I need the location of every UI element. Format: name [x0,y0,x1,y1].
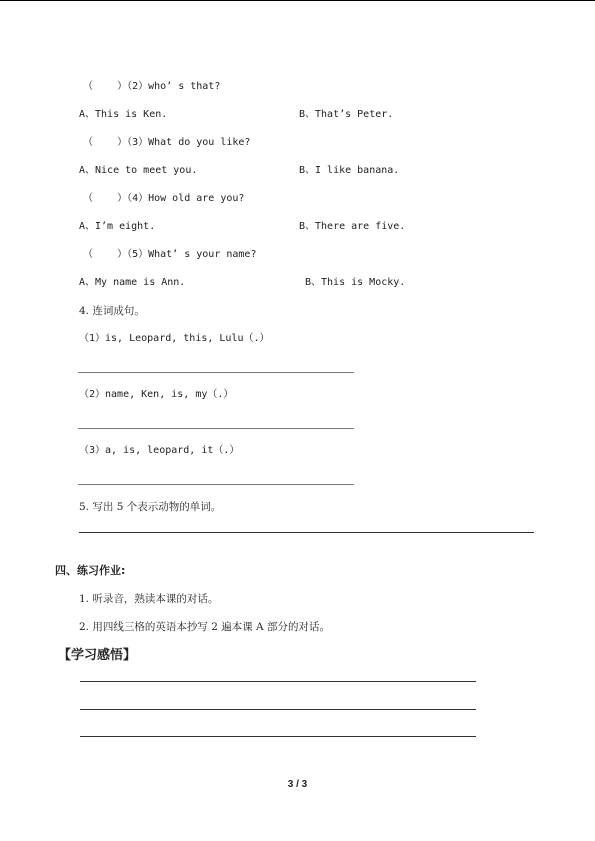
homework-item-1: 1. 听录音，熟读本课的对话。 [79,593,219,605]
question-4-option-a: A、I’m eight. [79,221,156,232]
question-2-stem: （ ）（2）who’ s that? [83,81,221,92]
reflection-heading: 【学习感悟】 [58,648,137,663]
question-5-option-b: B、This is Mocky. [305,277,406,288]
question-3-option-b: B、I like banana. [299,165,400,176]
question-2-option-a: A、This is Ken. [79,109,168,120]
homework-heading: 四、练习作业: [55,564,126,577]
question-3-option-a: A、Nice to meet you. [79,165,198,176]
section-5-title: 5. 写出 5 个表示动物的单词。 [79,501,222,513]
answer-line-2 [78,428,354,429]
question-2-option-b: B、That’s Peter. [299,109,394,120]
section-4-title: 4. 连词成句。 [79,305,145,317]
homework-item-2: 2. 用四线三格的英语本抄写 2 遍本课 A 部分的对话。 [79,621,330,633]
reflection-line-2 [80,709,476,710]
question-4-stem: （ ）（4）How old are you? [83,193,245,204]
answer-line-animals [79,532,534,533]
reflection-line-3 [80,736,476,737]
question-4-option-b: B、There are five. [299,221,406,232]
page-number: 3 / 3 [287,779,308,790]
question-5-stem: （ ）（5）What’ s your name? [83,249,257,260]
sentence-3-prompt: （3）a, is, leopard, it（.） [79,445,240,456]
sentence-1-prompt: （1）is, Leopard, this, Lulu（.） [79,333,270,344]
question-5-option-a: A、My name is Ann. [79,277,186,288]
reflection-line-1 [80,681,476,682]
question-3-stem: （ ）（3）What do you like? [83,137,251,148]
answer-line-1 [78,372,354,373]
answer-line-3 [78,484,354,485]
page-top-border [0,0,595,1]
sentence-2-prompt: （2）name, Ken, is, my（.） [79,389,234,400]
